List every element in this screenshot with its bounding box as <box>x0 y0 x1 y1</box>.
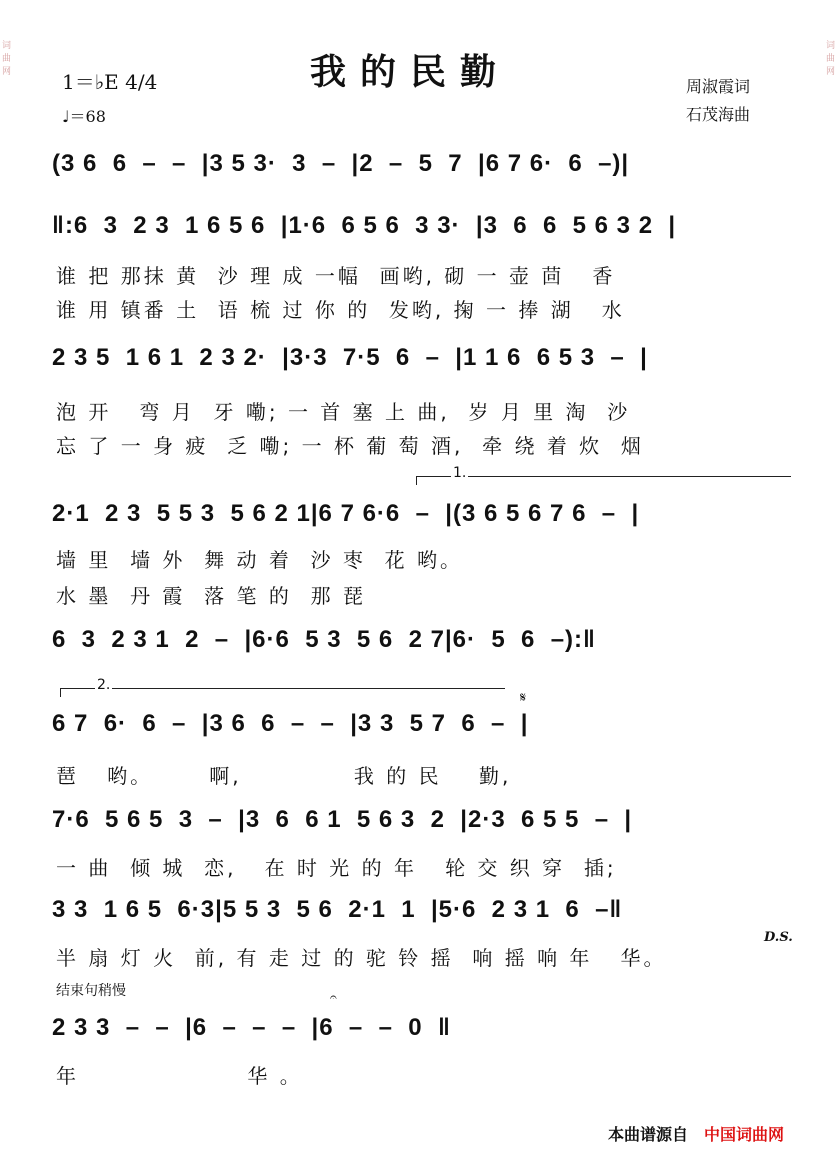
notation-line: (3 6 6 – – |3 5 3· 3 – |2 – 5 7 |6 7 6· 6 –)| <box>52 150 630 177</box>
source-credit <box>608 1122 784 1145</box>
lyric-line: 一 曲 倾 城 恋, 在 时 光 的 年 轮 交 织 穿 插; <box>56 856 617 880</box>
lyric-verse-2: 忘 了 一 身 疲 乏 嘞; 一 杯 葡 萄 酒, 牵 绕 着 炊 烟 <box>56 434 644 458</box>
notation-line: 6 3 2 3 1 2 – |6·6 5 3 5 6 2 7|6· 5 6 –):‖ <box>52 626 596 653</box>
score-system-6 <box>0 710 840 788</box>
song-title: 我的民勤 <box>310 51 511 93</box>
lyric-verse-1: 泡 开 弯 月 牙 嘞; 一 首 塞 上 曲, 岁 月 里 淘 沙 <box>56 400 631 424</box>
lyric-verse-2: 水 墨 丹 霞 落 笔 的 那 琵 <box>56 584 366 608</box>
lyric-verse-1: 谁 把 那抹 黄 沙 理 成 一幅 画哟, 砌 一 壶 茴 香 <box>56 264 616 288</box>
notation-line: 2·1 2 3 5 5 3 5 6 2 1|6 7 6·6 – |(3 6 5 6 7 6 – | <box>52 500 640 527</box>
lyric-line: 琶 哟。 啊, 我 的 民 勤, <box>56 764 512 788</box>
watermark-right: 词曲网 <box>826 41 836 77</box>
lyric-verse-1: 墙 里 墙 外 舞 动 着 沙 枣 花 哟。 <box>56 548 464 572</box>
first-ending-bracket <box>416 465 791 485</box>
notation-line: ‖:6 3 2 3 1 6 5 6 |1·6 6 5 6 3 3· |3 6 6 5 6 3 2 | <box>52 212 677 239</box>
notation-line: 3 3 1 6 5 6·3|5 5 3 5 6 2·1 1 |5·6 2 3 1 6 –‖ <box>52 896 623 923</box>
lyricist-credit: 周淑霞词 <box>686 77 751 96</box>
source-label: 本曲谱源自 <box>608 1125 689 1144</box>
score-system-2 <box>0 212 840 322</box>
key-signature: 1＝♭E 4/4 <box>62 70 158 94</box>
composer-credit: 石茂海曲 <box>686 105 751 124</box>
score-system-4 <box>0 500 840 608</box>
dal-segno-marking: D.S. <box>764 930 793 945</box>
second-ending-bracket <box>60 677 505 697</box>
score-system-7 <box>0 806 840 880</box>
fermata-sign: 𝄐 <box>330 990 337 1004</box>
segno-sign: 𝄋 <box>520 690 527 706</box>
lyric-line: 年 华 。 <box>56 1064 303 1088</box>
first-ending-label: 1. <box>453 465 467 481</box>
source-brand-link[interactable]: 中国词曲网 <box>704 1125 785 1144</box>
notation-line: 6 7 6· 6 – |3 6 6 – – |3 3 5 7 6 – | <box>52 710 529 737</box>
lyric-verse-2: 谁 用 镇番 土 语 梳 过 你 的 发哟, 掬 一 捧 湖 水 <box>56 298 625 322</box>
second-ending-label: 2. <box>97 677 111 693</box>
notation-line: 2 3 3 – – |6 – – – |6 – – 0 ‖ <box>52 1014 451 1041</box>
ending-tempo-note: 结束句稍慢 <box>56 983 126 999</box>
notation-line: 7·6 5 6 5 3 – |3 6 6 1 5 6 3 2 |2·3 6 5 5 – | <box>52 806 633 833</box>
notation-line: 2 3 5 1 6 1 2 3 2· |3·3 7·5 6 – |1 1 6 6 5 3 – | <box>52 344 648 371</box>
watermark-left: 词曲网 <box>2 41 12 77</box>
score-system-9 <box>0 1014 840 1088</box>
score-system-3 <box>0 344 840 458</box>
score-system-8 <box>0 896 840 970</box>
tempo-marking: ♩＝68 <box>62 107 106 126</box>
lyric-line: 半 扇 灯 火 前, 有 走 过 的 驼 铃 摇 响 摇 响 年 华。 <box>56 946 667 970</box>
